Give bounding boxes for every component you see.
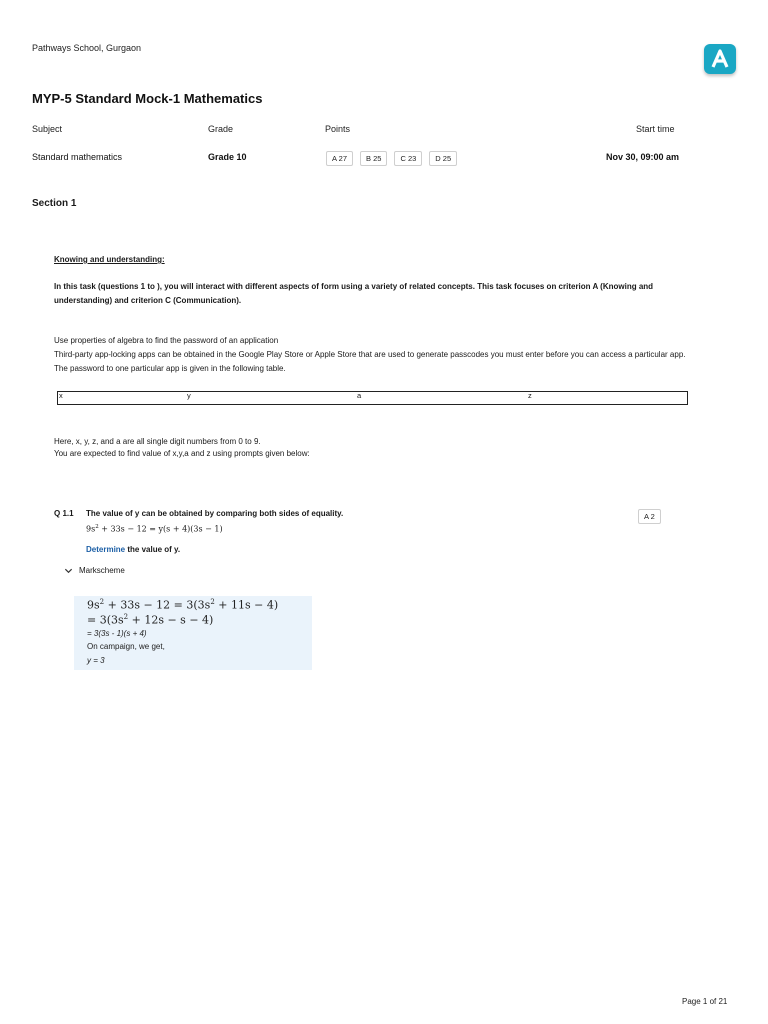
grade-label: Grade xyxy=(208,124,234,134)
password-table xyxy=(57,391,688,405)
subject-value: Standard mathematics xyxy=(32,152,123,162)
question-number: Q 1.1 xyxy=(54,509,74,518)
question-marks-badge: A 2 xyxy=(638,509,661,524)
variables-note xyxy=(54,436,694,460)
password-cell: x xyxy=(59,391,63,400)
markscheme-toggle[interactable] xyxy=(64,566,125,575)
points-badge: C 23 xyxy=(394,151,422,166)
school-name: Pathways School, Gurgaon xyxy=(32,43,142,53)
markscheme-line: = 3(3s - 1)(s + 4) xyxy=(87,629,147,638)
question-instruction: Determine the value of y. xyxy=(86,545,181,554)
points-badges xyxy=(326,151,457,166)
page-number: Page 1 of 21 xyxy=(682,997,728,1006)
command-term-link[interactable]: Determine xyxy=(86,545,126,554)
start-time-value: Nov 30, 09:00 am xyxy=(606,152,680,162)
variables-note-line: Here, x, y, z, and a are all single digit numbers from 0 to 9. xyxy=(54,437,261,446)
password-cell: y xyxy=(187,391,191,400)
markscheme-label: Markscheme xyxy=(79,566,125,575)
grade-value: Grade 10 xyxy=(208,152,247,162)
section-title: Section 1 xyxy=(32,198,77,209)
points-badge: D 25 xyxy=(429,151,457,166)
subject-label: Subject xyxy=(32,124,63,134)
task-description xyxy=(54,334,694,376)
markscheme-line: On campaign, we get, xyxy=(87,642,165,651)
chevron-down-icon xyxy=(64,566,73,575)
password-cell: a xyxy=(357,391,362,400)
task-description-line: Use properties of algebra to find the password of an application xyxy=(54,336,279,345)
page-title: MYP-5 Standard Mock-1 Mathematics xyxy=(32,91,263,106)
markscheme-panel xyxy=(74,596,312,670)
question-text: The value of y can be obtained by comparing both sides of equality. xyxy=(86,509,344,518)
task-description-line: Third-party app-locking apps can be obtained in the Google Play Store or Apple Store that are used to generate passcodes you must enter before you can access a particular app. The password to one particular app is given in the following table. xyxy=(54,350,686,373)
app-logo-icon xyxy=(704,44,736,74)
points-label: Points xyxy=(325,124,351,134)
question-equation: $9s^2 + 33s - 12 = y(s + 4)(3s - 1)$ xyxy=(86,524,223,534)
markscheme-line: y = 3 xyxy=(87,656,105,665)
points-badge: A 27 xyxy=(326,151,353,166)
markscheme-line: $9s^2 + 33s - 12 = 3(3s^2 + 11s - 4)$ xyxy=(87,598,279,612)
markscheme-line: = $3(3s^2 + 12s - s - 4)$ xyxy=(87,613,214,627)
criterion-heading: Knowing and understanding: xyxy=(54,255,165,264)
variables-note-line: You are expected to find value of x,y,a and z using prompts given below: xyxy=(54,449,310,458)
points-badge: B 25 xyxy=(360,151,387,166)
password-cell: z xyxy=(528,391,532,400)
start-time-label: Start time xyxy=(636,124,675,134)
task-intro: In this task (questions 1 to ), you will interact with different aspects of form using a variety of related concepts. This task focuses on criterion A (Knowing and understanding) and criterion C (Communication). xyxy=(54,282,654,305)
